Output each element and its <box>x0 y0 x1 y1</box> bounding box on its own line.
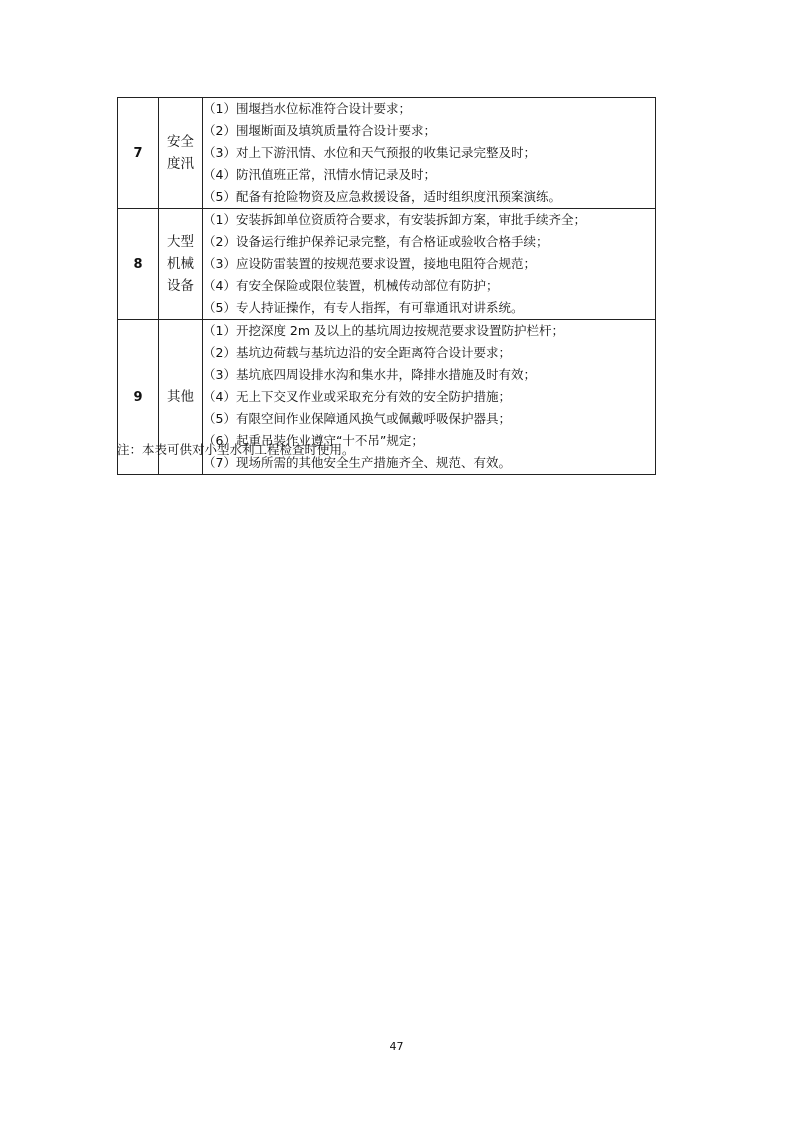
requirement-item: （3）基坑底四周设排水沟和集水井，降排水措施及时有效； <box>203 367 536 382</box>
row-requirements <box>203 98 656 209</box>
table-row <box>118 98 656 209</box>
requirement-item: （6）起重吊装作业遵守“十不吊”规定； <box>203 433 424 448</box>
row-number: 8 <box>118 209 159 320</box>
requirement-item: （3）对上下游汛情、水位和天气预报的收集记录完整及时； <box>203 145 536 160</box>
requirement-item: （4）防汛值班正常，汛情水情记录及时； <box>203 167 436 182</box>
category-line: 设备 <box>167 278 194 294</box>
table-note: 注：本表可供对小型水利工程检查时使用。 <box>117 442 355 457</box>
requirement-item: （5）有限空间作业保障通风换气或佩戴呼吸保护器具； <box>203 411 511 426</box>
category-line: 安全 <box>167 134 194 150</box>
row-number: 9 <box>118 320 159 475</box>
requirement-item: （3）应设防雷装置的按规范要求设置，接地电阻符合规范； <box>203 256 536 271</box>
requirement-item: （2）设备运行维护保养记录完整，有合格证或验收合格手续； <box>203 234 549 249</box>
requirement-item: （7）现场所需的其他安全生产措施齐全、规范、有效。 <box>203 455 511 470</box>
requirement-item: （1）围堰挡水位标准符合设计要求； <box>203 101 411 116</box>
row-requirements <box>203 209 656 320</box>
requirement-item: （5）配备有抢险物资及应急救援设备，适时组织度汛预案演练。 <box>203 189 561 204</box>
category-line: 大型 <box>167 234 194 250</box>
row-number: 7 <box>118 98 159 209</box>
category-line: 其他 <box>167 389 194 405</box>
category-line: 机械 <box>167 256 194 272</box>
requirement-item: （2）基坑边荷载与基坑边沿的安全距离符合设计要求； <box>203 345 511 360</box>
inspection-table <box>117 97 656 475</box>
row-category <box>159 98 203 209</box>
requirement-item: （1）安装拆卸单位资质符合要求，有安装拆卸方案，审批手续齐全； <box>203 212 586 227</box>
requirement-item: （5）专人持证操作，有专人指挥，有可靠通讯对讲系统。 <box>203 300 524 315</box>
requirement-item: （4）有安全保险或限位装置，机械传动部位有防护； <box>203 278 499 293</box>
row-category <box>159 209 203 320</box>
requirement-item: （1）开挖深度 2m 及以上的基坑周边按规范要求设置防护栏杆； <box>203 323 565 338</box>
requirement-item: （2）围堰断面及填筑质量符合设计要求； <box>203 123 436 138</box>
requirement-item: （4）无上下交叉作业或采取充分有效的安全防护措施； <box>203 389 511 404</box>
table-row <box>118 209 656 320</box>
category-line: 度汛 <box>167 156 194 172</box>
page-number: 47 <box>389 1040 404 1053</box>
